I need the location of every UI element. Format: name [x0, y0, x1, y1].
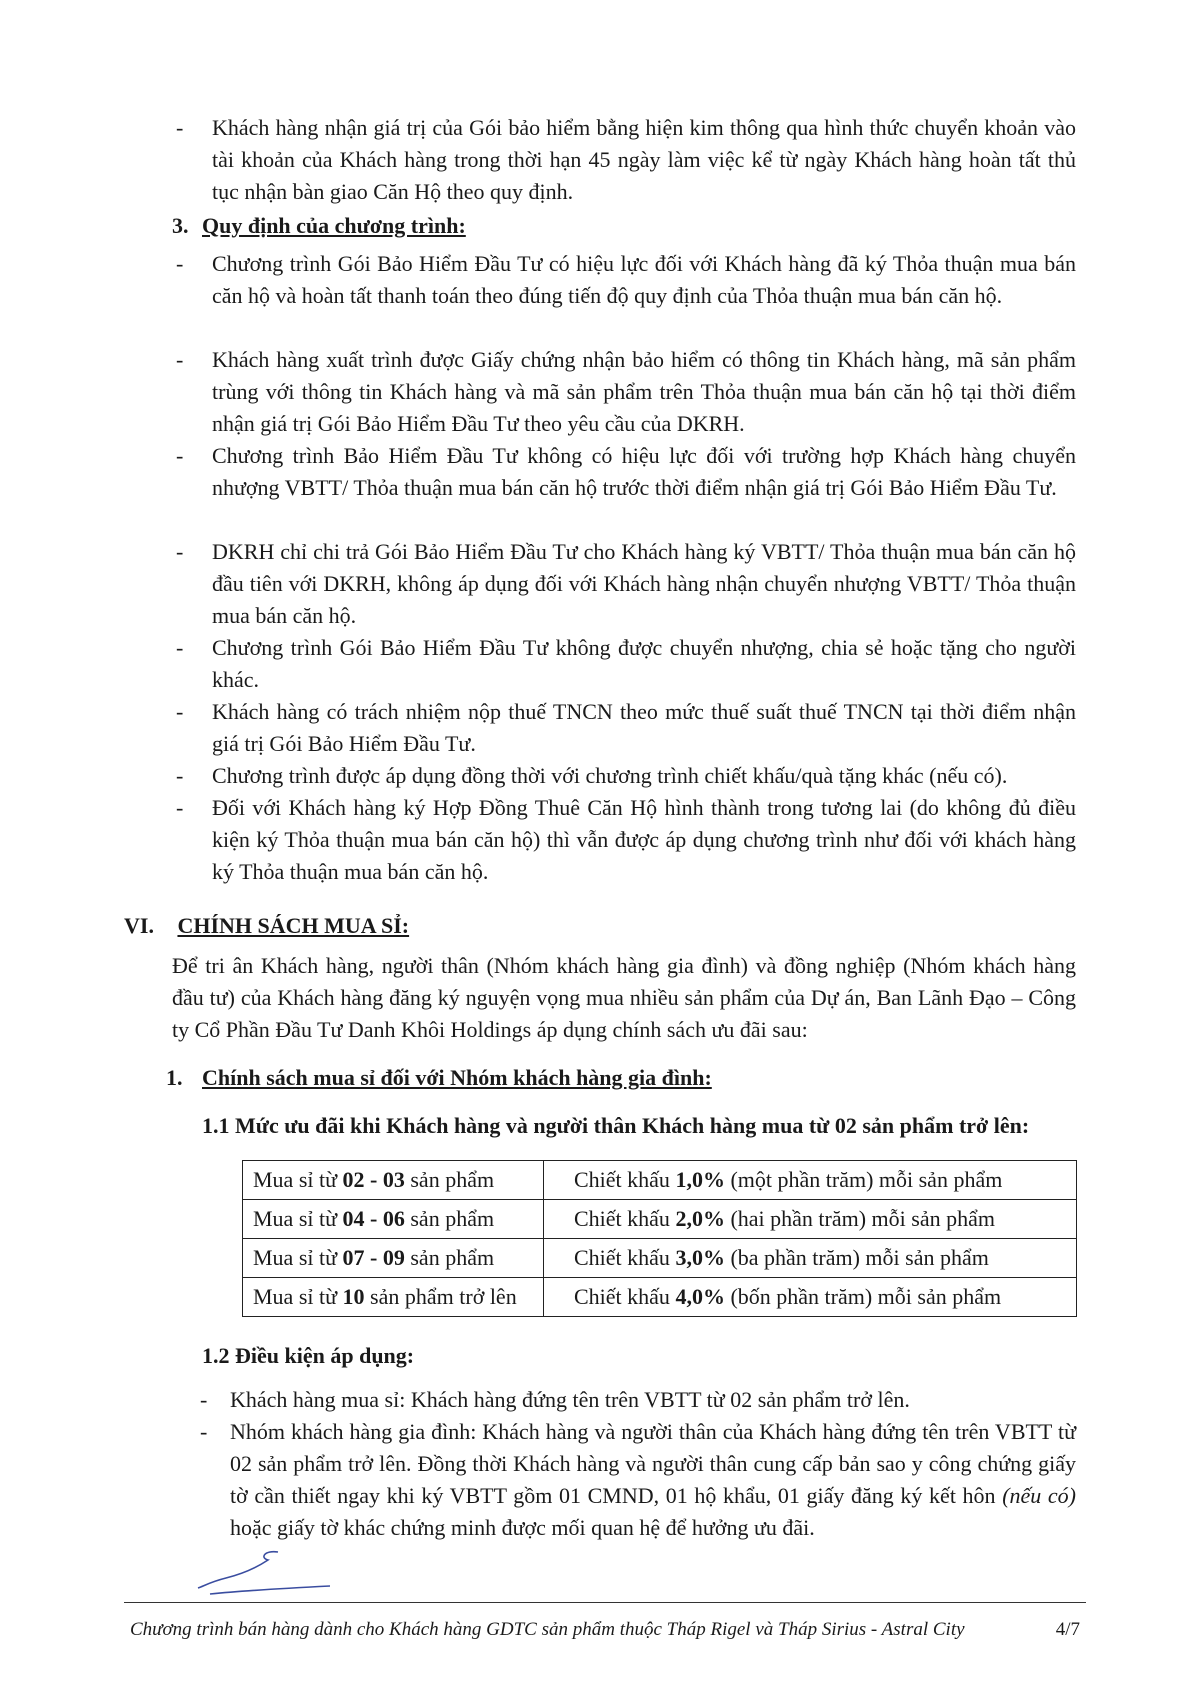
bullet-text: Khách hàng có trách nhiệm nộp thuế TNCN theo mức thuế suất thuế TNCN tại thời điểm nhận giá trị Gói Bảo Hiểm Đầu Tư. [212, 699, 1076, 756]
table-row [243, 1239, 1077, 1278]
bullet-dash: - [200, 1419, 208, 1444]
table-cell: Mua sỉ từ 07 - 09 sản phẩm [243, 1239, 544, 1278]
bullet-dash: - [200, 1387, 208, 1412]
bullet-text: Chương trình Gói Bảo Hiểm Đầu Tư không được chuyển nhượng, chia sẻ hoặc tặng cho người khác. [212, 635, 1076, 692]
footer-text: Chương trình bán hàng dành cho Khách hàng GDTC sản phẩm thuộc Tháp Rigel và Tháp Sirius - Astral City [130, 1619, 965, 1640]
table-cell: Mua sỉ từ 04 - 06 sản phẩm [243, 1200, 544, 1239]
handwritten-initial [190, 1548, 340, 1598]
subsection-number: 1. [166, 1065, 183, 1090]
bullet-text: Chương trình Bảo Hiểm Đầu Tư không có hiệu lực đối với trường hợp Khách hàng chuyển nhượng VBTT/ Thỏa thuận mua bán căn hộ trước thời điểm nhận giá trị Gói Bảo Hiểm Đầu Tư. [212, 443, 1076, 500]
bullet-dash: - [176, 539, 184, 564]
page-footer [130, 1614, 1080, 1646]
bullet-text: Chương trình được áp dụng đồng thời với chương trình chiết khấu/quà tặng khác (nếu có). [212, 763, 1008, 788]
table-row [243, 1200, 1077, 1239]
italic-note: (nếu có) [1002, 1483, 1076, 1508]
bullet-dash: - [176, 763, 184, 788]
bullet-dash: - [176, 635, 184, 660]
bullet-dash: - [176, 251, 184, 276]
table-cell: Chiết khấu 4,0% (bốn phần trăm) mỗi sản phẩm [544, 1278, 1077, 1317]
footer-divider [124, 1602, 1086, 1603]
section-title: Quy định của chương trình: [202, 213, 466, 238]
subsection-heading [166, 1062, 712, 1094]
section-title: CHÍNH SÁCH MUA SỈ: [177, 913, 410, 938]
bullet-dash: - [176, 347, 184, 372]
bullet-text: Nhóm khách hàng gia đình: Khách hàng và người thân của Khách hàng đứng tên trên VBTT từ 02 sản phẩm trở lên. Đồng thời Khách hàng và người thân cung cấp bản sao y công chứng giấy tờ cần thiết ngay khi ký VBTT gồm 01 CMND, 01 hộ khẩu, 01 giấy đăng ký kết hôn (nếu có) hoặc giấy tờ khác chứng minh được mối quan hệ để hưởng ưu đãi. [230, 1419, 1076, 1540]
subsection-heading: 1.1 Mức ưu đãi khi Khách hàng và người thân Khách hàng mua từ 02 sản phẩm trở lên: [202, 1113, 1030, 1138]
bullet-text: Khách hàng nhận giá trị của Gói bảo hiểm bằng hiện kim thông qua hình thức chuyển khoản vào tài khoản của Khách hàng trong thời hạn 45 ngày làm việc kể từ ngày Khách hàng hoàn tất thủ tục nhận bàn giao Căn Hộ theo quy định. [212, 115, 1076, 204]
bullet-dash: - [176, 443, 184, 468]
bullet-text: Khách hàng xuất trình được Giấy chứng nhận bảo hiểm có thông tin Khách hàng, mã sản phẩm trùng với thông tin Khách hàng và mã sản phẩm trên Thỏa thuận mua bán căn hộ tại thời điểm nhận giá trị Gói Bảo Hiểm Đầu Tư theo yêu cầu của DKRH. [212, 347, 1076, 436]
section-number: VI. [124, 913, 154, 938]
subsection-heading: 1.2 Điều kiện áp dụng: [202, 1343, 415, 1368]
section-heading [172, 210, 466, 242]
discount-table [242, 1160, 1077, 1317]
section-heading [124, 910, 409, 942]
bullet-text: Đối với Khách hàng ký Hợp Đồng Thuê Căn Hộ hình thành trong tương lai (do không đủ điều kiện ký Thỏa thuận mua bán căn hộ) thì vẫn được áp dụng chương trình như đối với khách hàng ký Thỏa thuận mua bán căn hộ. [212, 795, 1076, 884]
table-cell: Chiết khấu 1,0% (một phần trăm) mỗi sản phẩm [544, 1161, 1077, 1200]
table-cell: Mua sỉ từ 02 - 03 sản phẩm [243, 1161, 544, 1200]
table-cell: Chiết khấu 3,0% (ba phần trăm) mỗi sản phẩm [544, 1239, 1077, 1278]
page-number: 4/7 [1055, 1619, 1080, 1640]
section-number: 3. [172, 213, 189, 238]
bullet-dash: - [176, 699, 184, 724]
intro-paragraph: Để tri ân Khách hàng, người thân (Nhóm khách hàng gia đình) và đồng nghiệp (Nhóm khách hàng đầu tư) của Khách hàng đăng ký nguyện vọng mua nhiều sản phẩm của Dự án, Ban Lãnh Đạo – Công ty Cổ Phần Đầu Tư Danh Khôi Holdings áp dụng chính sách ưu đãi sau: [172, 953, 1076, 1042]
bullet-text: Khách hàng mua sỉ: Khách hàng đứng tên trên VBTT từ 02 sản phẩm trở lên. [230, 1387, 910, 1412]
table-cell: Mua sỉ từ 10 sản phẩm trở lên [243, 1278, 544, 1317]
bullet-text: DKRH chỉ chi trả Gói Bảo Hiểm Đầu Tư cho Khách hàng ký VBTT/ Thỏa thuận mua bán căn hộ đầu tiên với DKRH, không áp dụng đối với Khách hàng nhận chuyển nhượng VBTT/ Thỏa thuận mua bán căn hộ. [212, 539, 1076, 628]
table-cell: Chiết khấu 2,0% (hai phần trăm) mỗi sản phẩm [544, 1200, 1077, 1239]
subsection-title: Chính sách mua sỉ đối với Nhóm khách hàng gia đình: [202, 1065, 712, 1090]
table-row [243, 1161, 1077, 1200]
table-row [243, 1278, 1077, 1317]
bullet-text: Chương trình Gói Bảo Hiểm Đầu Tư có hiệu lực đối với Khách hàng đã ký Thỏa thuận mua bán căn hộ và hoàn tất thanh toán theo đúng tiến độ quy định của Thỏa thuận mua bán căn hộ. [212, 251, 1076, 308]
bullet-dash: - [176, 115, 184, 140]
bullet-dash: - [176, 795, 184, 820]
